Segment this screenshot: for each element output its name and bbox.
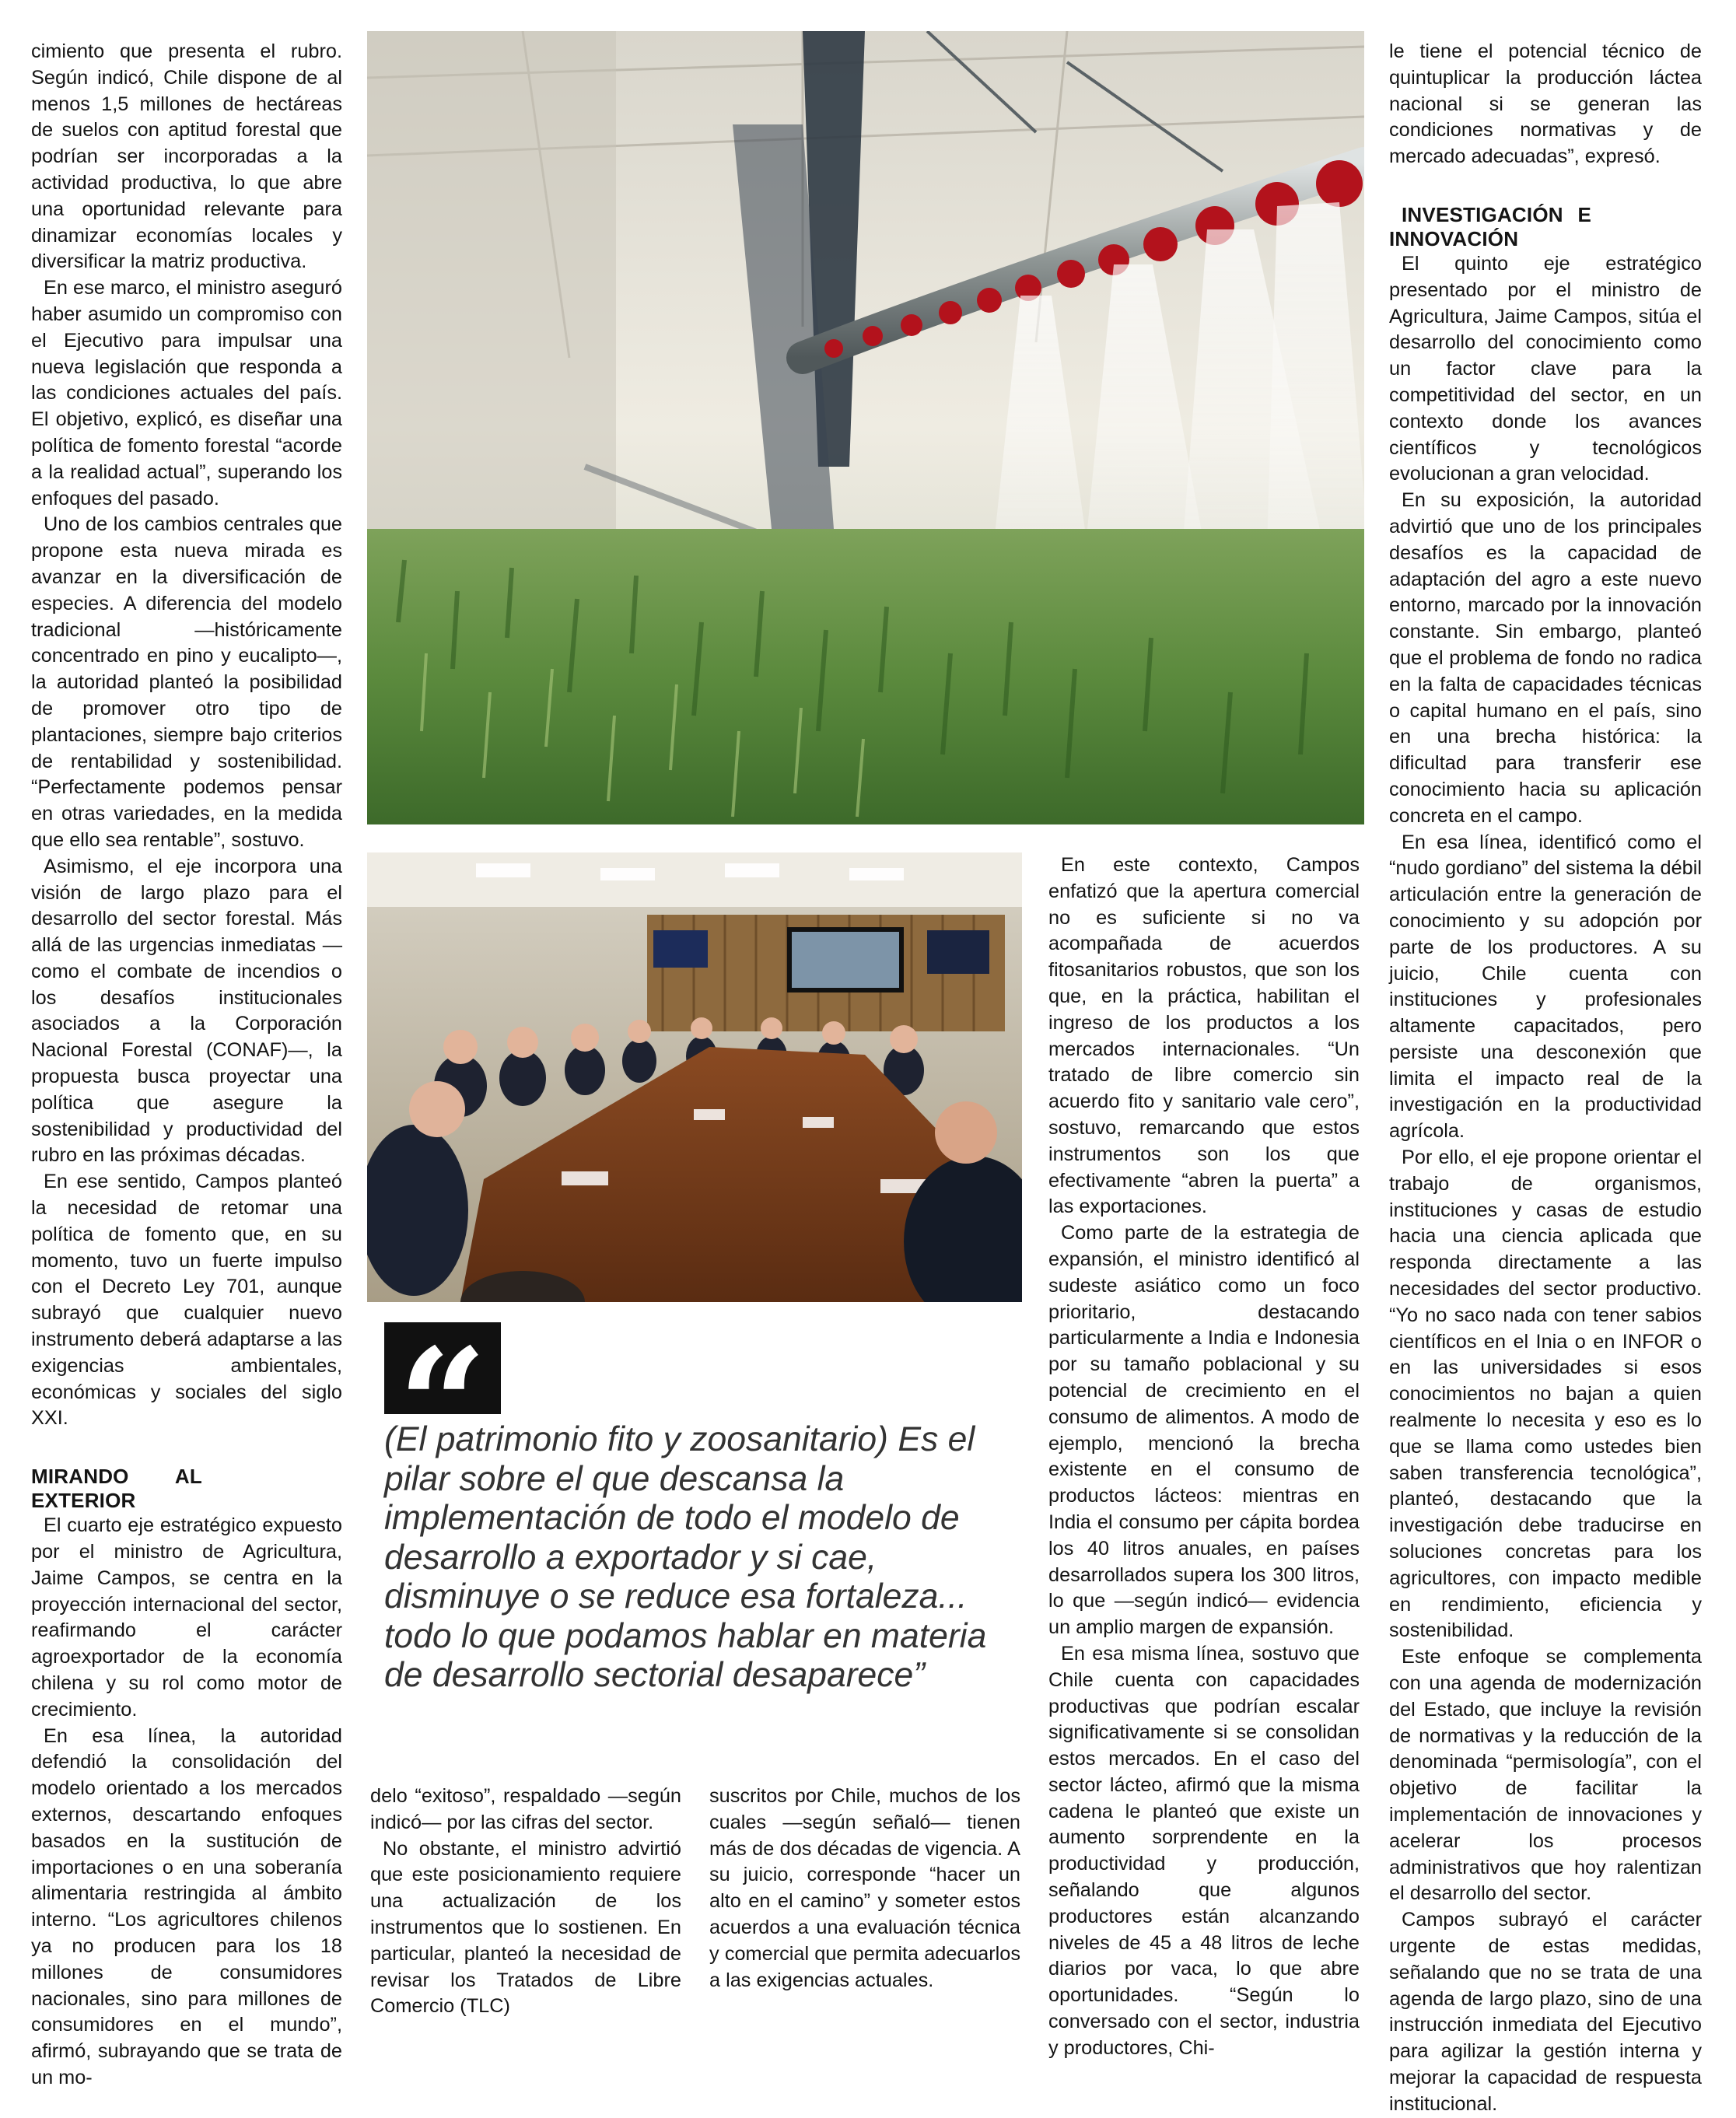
article-paragraph: El cuarto eje estratégico expuesto por el ministro de Agricultura, Jaime Campos, se centra en la proyección internacional del sector, reafirmando el carácter agroexportador de la economía chilena y su rol como motor de crecimiento.: [31, 1514, 342, 1721]
pull-quote: [384, 1322, 1014, 1696]
article-paragraph: Por ello, el eje propone orientar el trabajo de organismos, instituciones y casas de estudio hacia una ciencia aplicada que responda directamente a las necesidades del sector productivo. “Yo no saco nada con tener sabios científicos en el Inia o en INFOR o en las universidades si esos conocimientos no bajan a quien realmente lo necesita y eso es lo que se llama como ustedes bien saben transferencia tecnológica”, planteó, destacando que la investigación debe traducirse en soluciones concretas para los agricultores, con impacto medible en rendimiento, eficiencia y sostenibilidad.: [1389, 1147, 1702, 1642]
meeting-photo: [367, 852, 1022, 1302]
article-paragraph: Campos subrayó el carácter urgente de estas medidas, señalando que no se trata de una agenda de largo plazo, sino de una instrucción inmediata del Ejecutivo para agilizar la gestión interna y mejorar la capacidad de respuesta institucional.: [1389, 1909, 1702, 2115]
article-paragraph: cimiento que presenta el rubro. Según indicó, Chile dispone de al menos 1,5 millones de hectáreas de suelos con aptitud forestal que podrían ser incorporadas a la actividad productiva, lo que abre una oportunidad relevante para dinamizar economías locales y diversificar la matriz productiva.: [31, 40, 342, 273]
article-paragraph: En esa línea, identificó como el “nudo gordiano” del sistema la débil articulación entre la generación de conocimiento y su adopción por parte de los productores. A su juicio, Chile cuenta con instituciones y profesionales altamente capacitados, pero persiste una desconexión que limita el impacto real de la investigación en la productividad agrícola.: [1389, 831, 1702, 1143]
column-3: [709, 1784, 1020, 1994]
section-heading: MIRANDO AL EXTERIOR: [31, 1465, 202, 1513]
article-paragraph: Asimismo, el eje incorpora una visión de largo plazo para el desarrollo del sector forestal. Más allá de las urgencias inmediatas —como el combate de incendios o los desafíos institucionales asociados a la Corporación Nacional Forestal (CONAF)—, la propuesta busca proyectar una política que asegure la sostenibilidad y productividad del rubro en las próximas décadas.: [31, 855, 342, 1167]
irrigation-illustration: [367, 31, 1364, 824]
article-paragraph: El quinto eje estratégico presentado por el ministro de Agricultura, Jaime Campos, sitúa el desarrollo del conocimiento como un factor clave para la competitividad del sector, en un contexto donde los avances científicos y tecnológicos evolucionan a gran velocidad.: [1389, 252, 1702, 485]
article-paragraph: En esa línea, la autoridad defendió la consolidación del modelo orientado a los mercados externos, descartando enfoques basados en la sustitución de importaciones o en una soberanía alimentaria restringida al ámbito interno. “Los agricultores chilenos ya no producen para los 18 millones de consumidores nacionales, sino para millones de consumidores en el mundo”, afirmó, subrayando que se trata de un mo-: [31, 1724, 342, 2088]
article-paragraph: Uno de los cambios centrales que propone esta nueva mirada es avanzar en la diversificación de especies. A diferencia del modelo tradicional —históricamente concentrado en pino y eucalipto—, la autoridad planteó la posibilidad de promover otro tipo de plantaciones, siempre bajo criterios de rentabilidad y sostenibilidad. “Perfectamente podemos pensar en otras variedades, en la medida que ello sea rentable”, sostuvo.: [31, 513, 342, 851]
article-paragraph: En ese sentido, Campos planteó la necesidad de retomar una política de fomento que, en su momento, tuvo un fuerte impulso con el Decreto Ley 701, aunque subrayó que cualquier nuevo instrumento deberá adaptarse a las exigencias ambientales, económicas y sociales del siglo XXI.: [31, 1171, 342, 1430]
column-1: [31, 39, 342, 2092]
article-paragraph: En ese marco, el ministro aseguró haber asumido un compromiso con el Ejecutivo para impulsar una nueva legislación que responda a las condiciones actuales del país. El objetivo, explicó, es diseñar una política de fomento forestal “acorde a la realidad actual”, superando los enfoques del pasado.: [31, 277, 342, 509]
irrigation-photo: [367, 31, 1364, 824]
article-paragraph: Este enfoque se complementa con una agenda de modernización del Estado, que incluye la revisión de normativas y la reducción de la denominada “permisología”, con el objetivo de facilitar la implementación de innovaciones y acelerar los procesos administrativos que hoy ralentizan el desarrollo del sector.: [1389, 1646, 1702, 1905]
article-paragraph: En esa misma línea, sostuvo que Chile cuenta con capacidades productivas que podrían escalar significativamente si se consolidan estos mercados. En el caso del sector lácteo, afirmó que la misma cadena le planteó que existe un aumento sorprendente en la productividad y producción, señalando que algunos productores están alcanzando niveles de 45 a 48 litros de leche diarios por vaca, lo que abre oportunidades. “Según lo conversado con el sector, industria y productores, Chi-: [1048, 1642, 1360, 2059]
quote-text: (El patrimonio fito y zoosanitario) Es el pilar sobre el que descansa la implementación de todo el modelo de desarrollo a exportador y si cae, disminuye o se reduce esa fortaleza... todo lo que podamos hablar en materia de desarrollo sectorial desaparece”: [384, 1420, 987, 1694]
section-heading: INVESTIGACIÓN E INNOVACIÓN: [1389, 202, 1591, 250]
column-2: [370, 1784, 681, 2020]
article-paragraph: suscritos por Chile, muchos de los cuales —según señaló— tienen más de dos décadas de vigencia. A su juicio, corresponde “hacer un alto en el camino” y someter estos acuerdos a una evaluación técnica y comercial que permita adecuarlos a las exigencias actuales.: [709, 1785, 1020, 1991]
article-paragraph: delo “exitoso”, respaldado —según indicó— por las cifras del sector.: [370, 1785, 681, 1833]
article-paragraph: En su exposición, la autoridad advirtió que uno de los principales desafíos es la capacidad de adaptación del agro a este nuevo entorno, marcado por la innovación constante. Sin embargo, planteó que el problema de fondo no radica en la falta de capacidades técnicas o capital humano en el país, sino en una brecha histórica: la dificultad para transferir ese conocimiento hacia su aplicación concreta en el campo.: [1389, 489, 1702, 827]
column-5: [1389, 39, 1702, 2118]
quote-mark-icon: “: [384, 1322, 501, 1414]
article-paragraph: Como parte de la estrategia de expansión, el ministro identificó al sudeste asiático como un foco prioritario, destacando particularmente a India e Indonesia por su tamaño poblacional y su potencial de crecimiento en el consumo de alimentos. A modo de ejemplo, mencionó la brecha existente en el consumo de productos lácteos: mientras en India el consumo per cápita bordea los 40 litros anuales, en países desarrollados supera los 300 litros, lo que —según indicó— evidencia un amplio margen de expansión.: [1048, 1222, 1360, 1639]
meeting-illustration: [367, 852, 1022, 1302]
article-paragraph: No obstante, el ministro advirtió que este posicionamiento requiere una actualización de los instrumentos que lo sostienen. En particular, planteó la necesidad de revisar los Tratados de Libre Comercio (TLC): [370, 1837, 681, 2018]
article-paragraph: En este contexto, Campos enfatizó que la apertura comercial no es suficiente si no va acompañada de acuerdos fitosanitarios robustos, que son los que, en la práctica, habilitan el ingreso de los productos a los mercados internacionales. “Un tratado de libre comercio sin acuerdo fito y sanitario vale cero”, sostuvo, remarcando que estos instrumentos son los que efectivamente “abren la puerta” a las exportaciones.: [1048, 854, 1360, 1218]
column-4: [1048, 852, 1360, 2062]
article-paragraph: le tiene el potencial técnico de quintuplicar la producción láctea nacional si se generan las condiciones normativas y de mercado adecuadas”, expresó.: [1389, 40, 1702, 168]
